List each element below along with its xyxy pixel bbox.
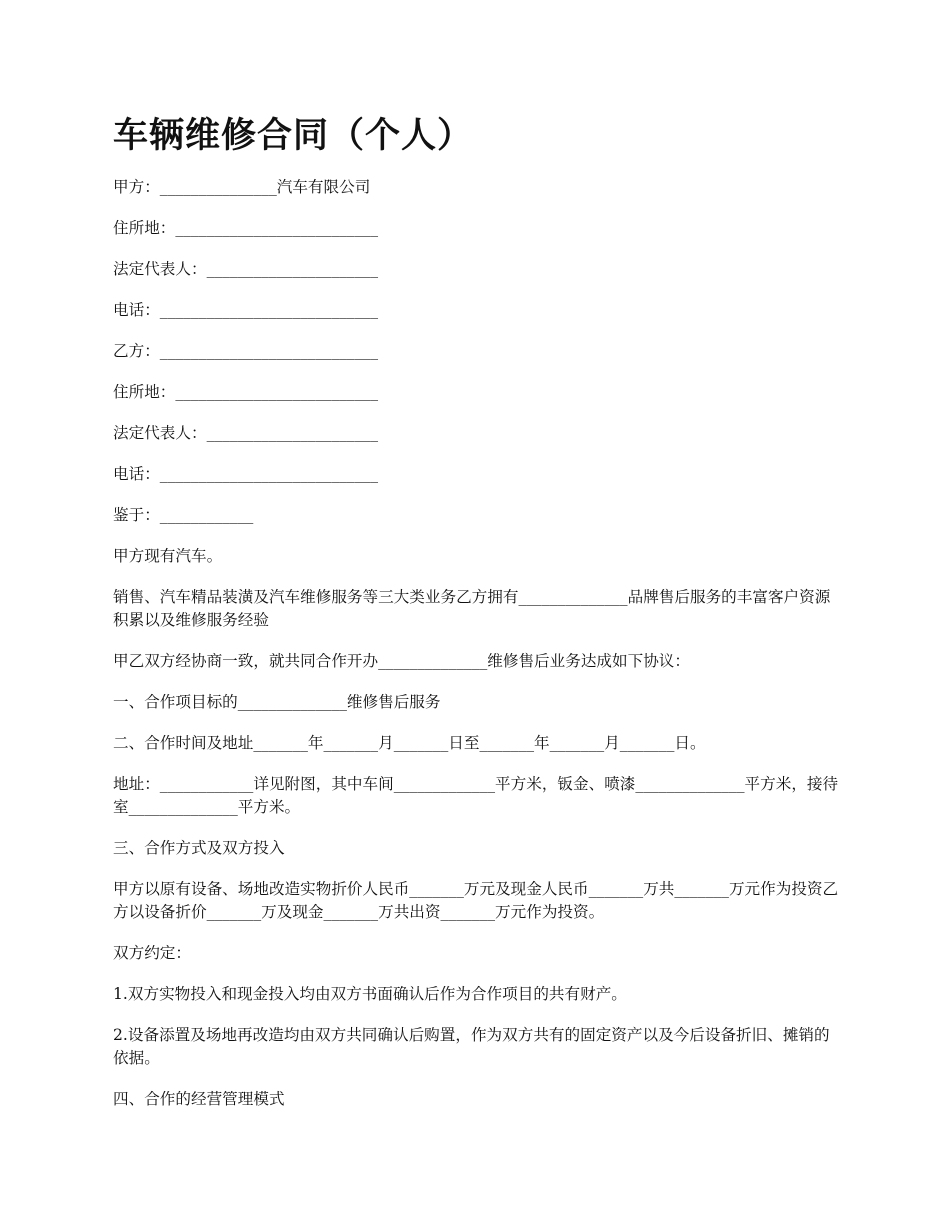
whereas-line: 鉴于：____________ <box>113 506 254 524</box>
list-item: 1.双方实物投入和现金投入均由双方书面确认后作为合作项目的共有财产。 <box>113 985 627 1003</box>
list-item: 2.设备添置及场地再改造均由双方共同确认后购置，作为双方共有的固定资产以及今后设备折旧、摊销的依据。 <box>113 1026 830 1067</box>
section-heading: 一、合作项目标的______________维修售后服务 <box>113 693 441 711</box>
section-heading: 二、合作时间及地址_______年_______月_______日至_______年_______月_______日。 <box>113 734 706 752</box>
document-title: 车辆维修合同（个人） <box>113 116 474 156</box>
party-a-address-line: 住所地：__________________________ <box>113 219 379 237</box>
paragraph: 甲乙双方经协商一致，就共同合作开办______________维修售后业务达成如下协议： <box>113 652 690 670</box>
section-heading: 四、合作的经营管理模式 <box>113 1090 285 1108</box>
party-b-line: 乙方：____________________________ <box>113 342 379 360</box>
paragraph: 地址：____________详见附图，其中车间_____________平方米，钣金、喷漆______________平方米，接待室______________平方米。 <box>113 775 839 816</box>
party-a-representative-line: 法定代表人：______________________ <box>113 260 379 278</box>
section-heading: 三、合作方式及双方投入 <box>113 839 285 857</box>
paragraph: 双方约定： <box>113 944 191 962</box>
paragraph: 销售、汽车精品装潢及汽车维修服务等三大类业务乙方拥有______________品牌售后服务的丰富客户资源积累以及维修服务经验 <box>113 588 831 629</box>
party-b-address-line: 住所地：__________________________ <box>113 383 379 401</box>
party-b-representative-line: 法定代表人：______________________ <box>113 424 379 442</box>
document-page <box>113 108 840 1129</box>
party-b-phone-line: 电话：____________________________ <box>113 465 379 483</box>
paragraph: 甲方以原有设备、场地改造实物折价人民币_______万元及现金人民币_______万共_______万元作为投资乙方以设备折价_______万及现金_______万共出资_______万元作为投资。 <box>113 880 839 921</box>
party-a-phone-line: 电话：____________________________ <box>113 301 379 319</box>
paragraph: 甲方现有汽车。 <box>113 547 223 565</box>
party-a-line: 甲方：_______________汽车有限公司 <box>113 178 371 196</box>
